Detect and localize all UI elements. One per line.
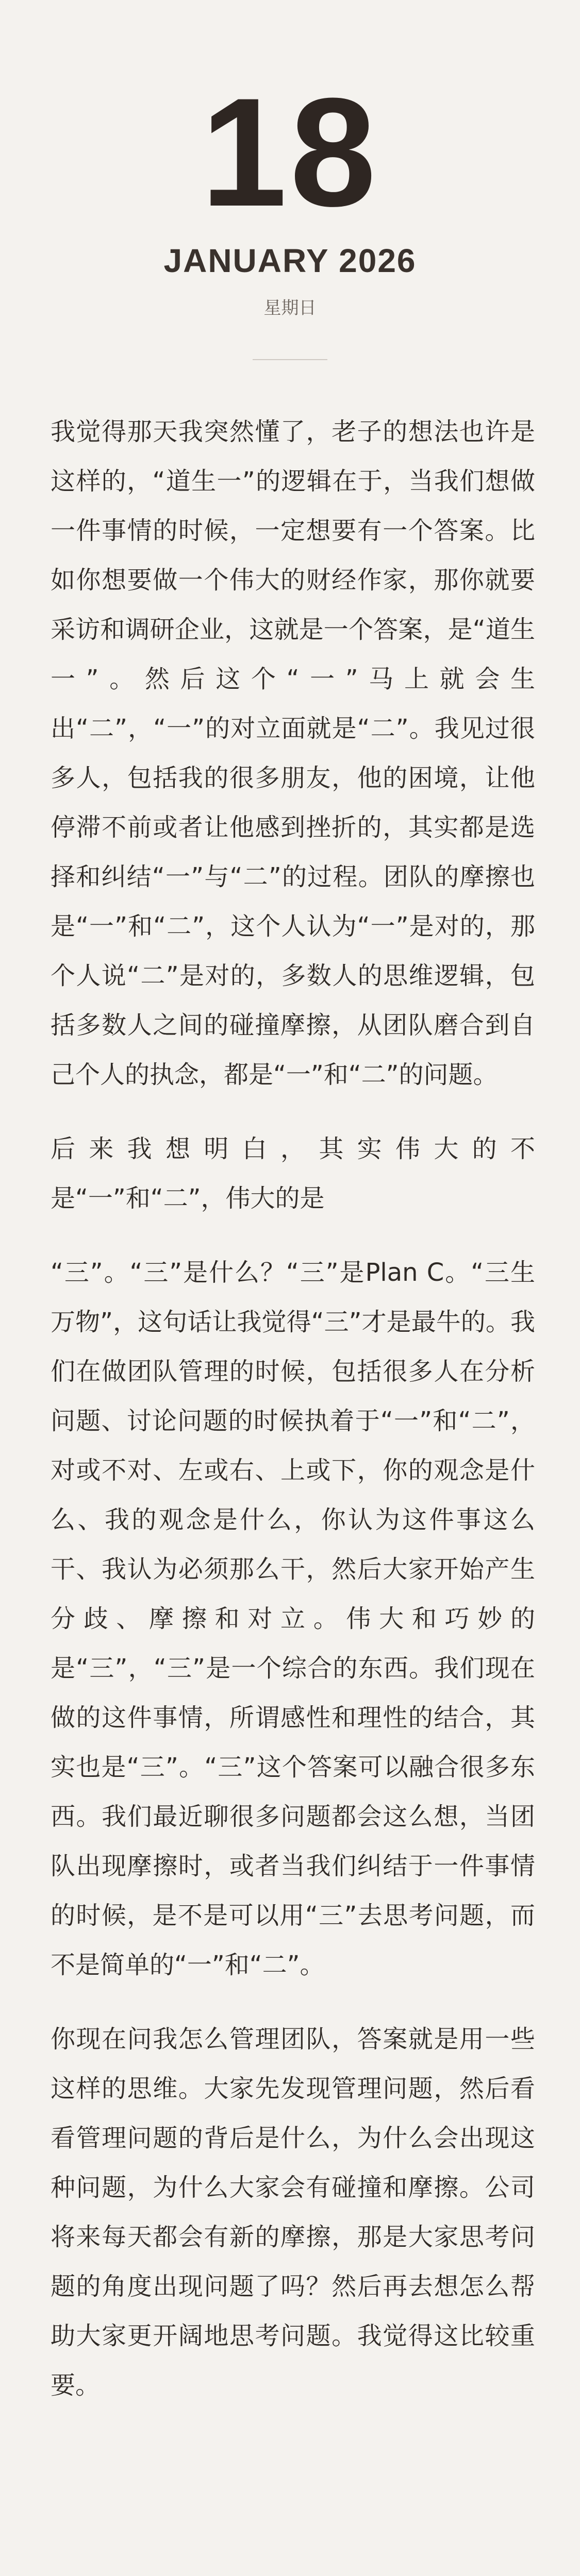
month-year: JANUARY 2026 (163, 242, 417, 279)
day-number: 18 (201, 65, 379, 239)
weekday: 星期日 (263, 298, 317, 318)
paragraph: 你现在问我怎么管理团队，答案就是用一些这样的思维。大家先发现管理问题，然后看看管理问题的背后是什么，为什么会出现这种问题，为什么大家会有碰撞和摩擦。公司将来每天都会有新的摩擦，那是大家思考问题的角度出现问题了吗？然后再去想怎么帮助大家更开阔地思考问题。我觉得这比较重要。 (51, 2025, 535, 2400)
paragraph: 我觉得那天我突然懂了，老子的想法也许是这样的，“道生一”的逻辑在于，当我们想做一件事情的时候，一定想要有一个答案。比如你想要做一个伟大的财经作家，那你就要采访和调研企业，这就是一个答案，是“道生一”。然后这个“一”马上就会生出“二”，“一”的对立面就是“二”。我见过很多人，包括我的很多朋友，他的困境，让他停滞不前或者让他感到挫折的，其实都是选择和纠结“一”与“二”的过程。团队的摩擦也是“一”和“二”，这个人认为“一”是对的，那个人说“二”是对的，多数人的思维逻辑，包括多数人之间的碰撞摩擦，从团队磨合到自己个人的执念，都是“一”和“二”的问题。 (51, 417, 535, 1089)
paragraph: 后来我想明白，其实伟大的不是“一”和“二”，伟大的是 (51, 1134, 535, 1213)
article-body (51, 407, 535, 2435)
paragraph: “三”。“三”是什么？“三”是Plan C。“三生万物”，这句话让我觉得“三”才是最牛的。我们在做团队管理的时候，包括很多人在分析问题、讨论问题的时候执着于“一”和“二”，对或不对、左或右、上或下，你的观念是什么、我的观念是什么，你认为这件事这么干、我认为必须那么干，然后大家开始产生分歧、摩擦和对立。伟大和巧妙的是“三”，“三”是一个综合的东西。我们现在做的这件事情，所谓感性和理性的结合，其实也是“三”。“三”这个答案可以融合很多东西。我们最近聊很多问题都会这么想，当团队出现摩擦时，或者当我们纠结于一件事情的时候，是不是可以用“三”去思考问题，而不是简单的“一”和“二”。 (51, 1258, 535, 1979)
divider (253, 359, 327, 360)
date-header (0, 65, 580, 319)
